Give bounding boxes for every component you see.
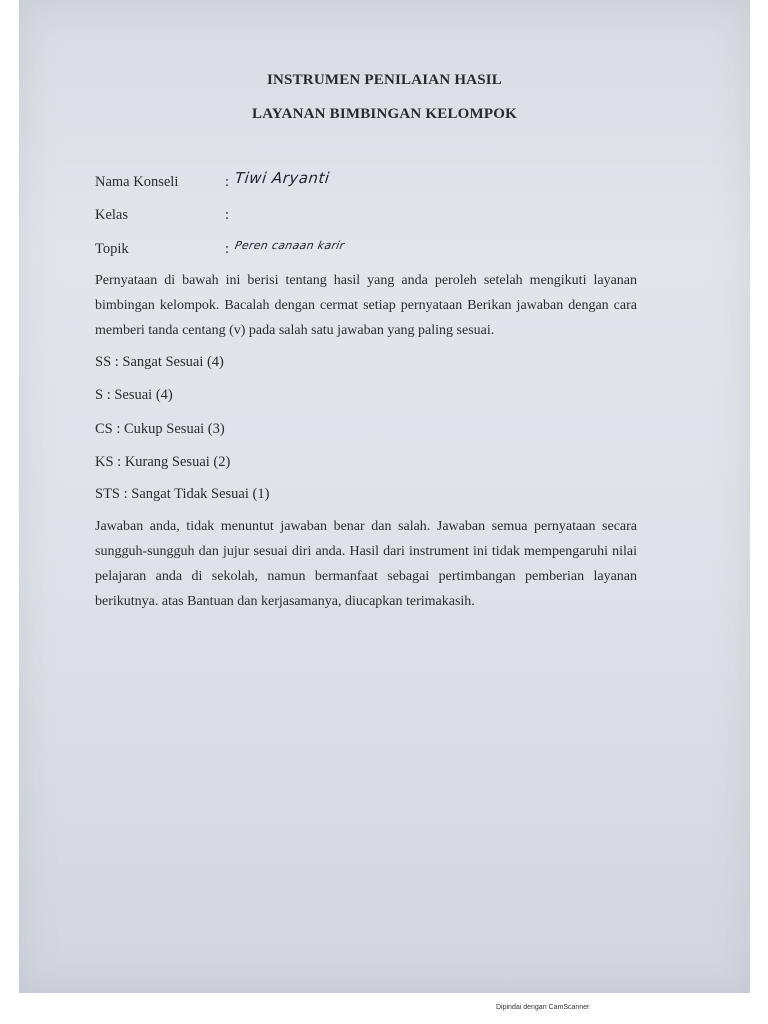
scale-item-ss: SS : Sangat Sesuai (4) (95, 354, 224, 370)
field-separator: : (225, 241, 230, 257)
scale-item-ks: KS : Kurang Sesuai (2) (95, 454, 231, 470)
field-separator: : (225, 174, 230, 190)
handwritten-name: Tiwi Aryanti (234, 169, 331, 187)
scanner-watermark: Dipindai dengan CamScanner (496, 1004, 590, 1011)
closing-paragraph: Jawaban anda, tidak menuntut jawaban benar dan salah. Jawaban semua pernyataan secara sungguh-sungguh dan jujur sesuai diri anda. Hasil dari instrument ini tidak mempengaruhi nilai pelajaran anda di sekolah, namun bermanfaat sebagai pertimbangan pemberian layanan berikutnya. atas Bantuan dan kerjasamanya, diucapkan terimakasih. (95, 519, 637, 609)
field-label: Kelas (95, 207, 129, 223)
instruction-paragraph: Pernyataan di bawah ini berisi tentang hasil yang anda peroleh setelah mengikuti layanan bimbingan kelompok. Bacalah dengan cermat setiap pernyataan Berikan jawaban dengan cara memberi tanda centang (v) pada salah satu jawaban yang paling sesuai. (95, 273, 637, 338)
scale-item-s: S : Sesuai (4) (95, 387, 173, 403)
document-title: INSTRUMEN PENILAIAN HASIL (266, 72, 503, 88)
field-label: Topik (95, 241, 129, 257)
document-subtitle: LAYANAN BIMBINGAN KELOMPOK (252, 106, 517, 122)
field-label: Nama Konseli (95, 174, 179, 190)
scale-item-cs: CS : Cukup Sesuai (3) (95, 421, 225, 437)
scale-item-sts: STS : Sangat Tidak Sesuai (1) (95, 486, 270, 502)
field-separator: : (225, 207, 230, 223)
handwritten-topic: Peren canaan karir (233, 239, 346, 252)
